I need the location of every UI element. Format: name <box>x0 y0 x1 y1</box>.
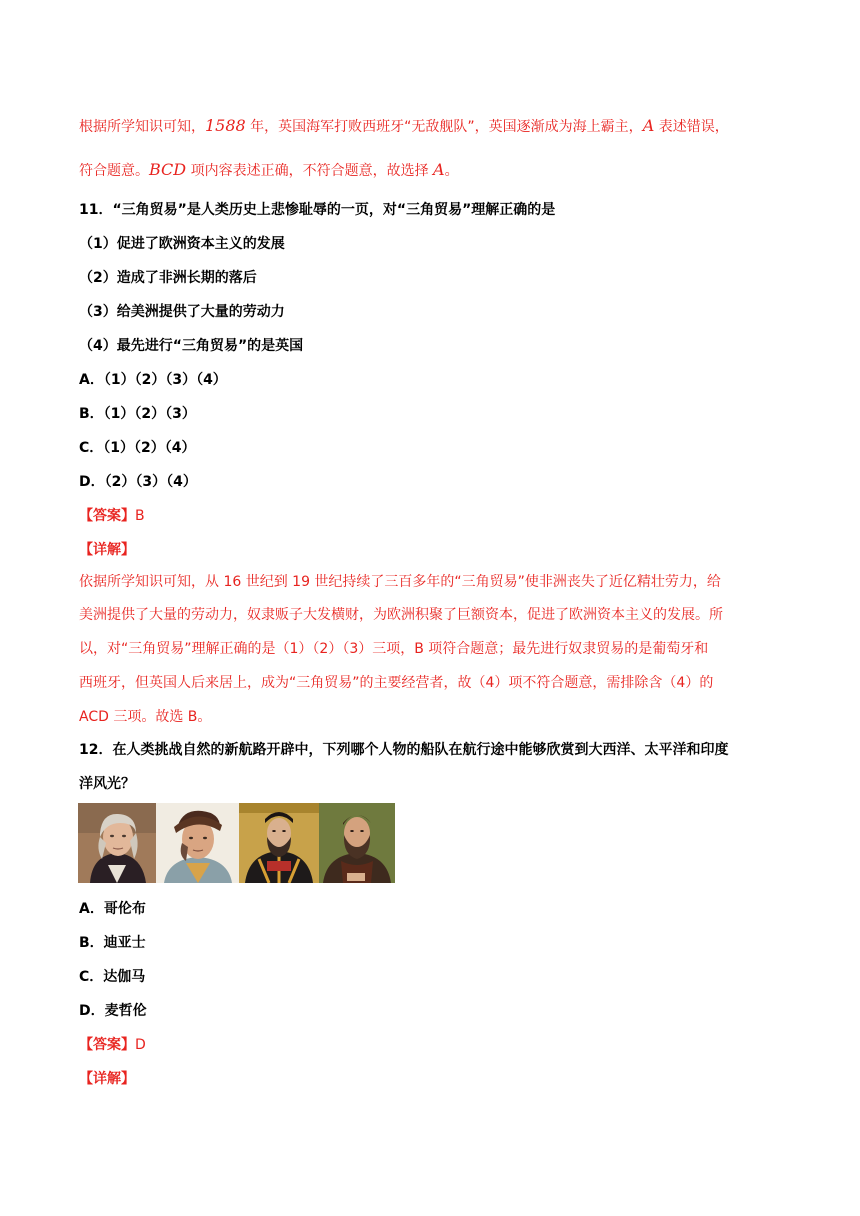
prev-explanation-line-1 <box>79 116 729 137</box>
question-11-option-d <box>79 472 197 492</box>
option-letter: D． <box>79 1003 105 1019</box>
answer-value: D <box>135 1037 146 1053</box>
question-12-option-a <box>79 899 146 919</box>
question-11-answer <box>79 506 145 526</box>
question-11-statement: （2）造成了非洲长期的落后 <box>79 270 257 286</box>
question-11-stem: 11．“三角贸易”是人类历史上悲惨耻辱的一页，对“三角贸易”理解正确的是 <box>79 202 556 218</box>
question-12-stem-line-1: 12．在人类挑战自然的新航路开辟中，下列哪个人物的船队在航行途中能够欣赏到大西洋、太平洋和印度 <box>79 742 729 758</box>
option-letter: C． <box>79 969 104 985</box>
option-text: 麦哲伦 <box>104 1003 147 1019</box>
question-11-option-a <box>79 370 227 390</box>
question-11-detail-label: 【详解】 <box>79 542 135 558</box>
question-12-option-b <box>79 933 146 953</box>
question-12-detail-label: 【详解】 <box>79 1071 135 1087</box>
option-text: 哥伦布 <box>103 901 146 917</box>
question-11-detail-line: ACD 三项。故选 B。 <box>79 709 212 725</box>
option-letter: A <box>642 116 655 135</box>
question-12-stem-line-2: 洋风光？ <box>79 776 135 792</box>
option-letter: D． <box>79 474 105 490</box>
prev-explanation-line-2 <box>79 160 459 181</box>
question-11-detail-line: 以，对“三角贸易”理解正确的是（1）（2）（3）三项，B 项符合题意；最先进行奴隶贸易的是葡萄牙和 <box>79 641 709 657</box>
text-segment: 符合题意。 <box>79 163 149 179</box>
question-11-option-c <box>79 438 196 458</box>
portrait-magellan <box>319 803 395 883</box>
text-segment: 表述错误， <box>654 119 729 135</box>
question-11-detail-line: 西班牙，但英国人后来居上，成为“三角贸易”的主要经营者，故（4）项不符合题意，需排除含（4）的 <box>79 675 714 691</box>
option-text: （2）（3）（4） <box>104 474 197 490</box>
text-segment: 年，英国海军打败西班牙“无敌舰队”，英国逐渐成为海上霸主， <box>245 119 643 135</box>
option-letter: A． <box>79 372 104 388</box>
answer-value: B <box>135 508 145 524</box>
answer-label: 【答案】 <box>79 1037 135 1053</box>
option-letter: C． <box>79 440 104 456</box>
question-12-option-d <box>79 1001 147 1021</box>
question-11-detail-line: 依据所学知识可知，从 16 世纪到 19 世纪持续了三百多年的“三角贸易”使非洲丧失了近亿精壮劳力，给 <box>79 574 721 590</box>
option-text: 迪亚士 <box>103 935 146 951</box>
option-letter: A． <box>79 901 104 917</box>
question-11-detail-line: 美洲提供了大量的劳动力，奴隶贩子大发横财，为欧洲积聚了巨额资本，促进了欧洲资本主义的发展。所 <box>79 607 723 623</box>
answer-label: 【答案】 <box>79 508 135 524</box>
explorer-portraits <box>78 803 395 883</box>
question-11-statement: （3）给美洲提供了大量的劳动力 <box>79 304 285 320</box>
portrait-columbus <box>78 803 156 883</box>
option-text: （1）（2）（3）（4） <box>103 372 227 388</box>
option-letter: A <box>433 160 445 179</box>
option-letter: B． <box>79 935 104 951</box>
text-segment: 。 <box>444 163 459 179</box>
question-11-option-b <box>79 404 196 424</box>
portrait-da-gama <box>239 803 319 883</box>
question-12-option-c <box>79 967 145 987</box>
question-11-statement: （4）最先进行“三角贸易”的是英国 <box>79 338 304 354</box>
question-11-statement: （1）促进了欧洲资本主义的发展 <box>79 236 285 252</box>
option-letters: BCD <box>149 160 187 179</box>
question-12-answer <box>79 1035 146 1055</box>
portrait-dias <box>156 803 239 883</box>
option-text: 达伽马 <box>103 969 146 985</box>
text-segment: 根据所学知识可知， <box>79 119 205 135</box>
option-text: （1）（2）（4） <box>103 440 196 456</box>
option-text: （1）（2）（3） <box>103 406 196 422</box>
year-text: 1588 <box>205 116 246 135</box>
option-letter: B． <box>79 406 104 422</box>
text-segment: 项内容表述正确，不符合题意，故选择 <box>186 163 434 179</box>
